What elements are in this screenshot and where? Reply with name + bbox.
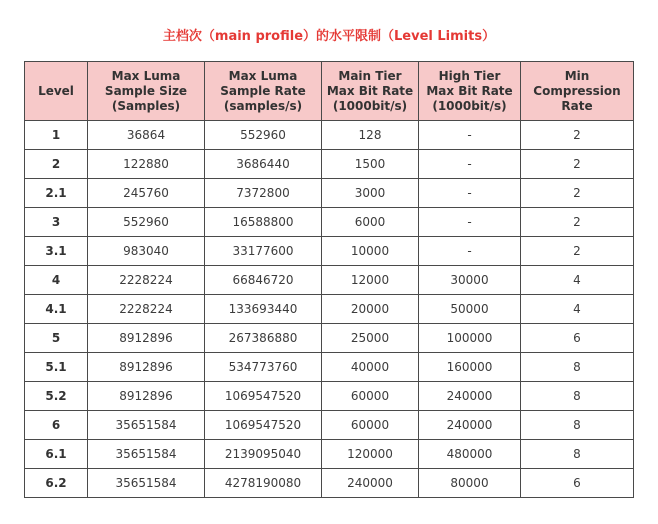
column-header-line: Sample Size xyxy=(104,83,188,98)
cell-high-tier-max-bit-rate: 50000 xyxy=(419,295,521,324)
cell-main-tier-max-bit-rate: 60000 xyxy=(322,411,419,440)
table-body xyxy=(25,121,634,498)
column-header-line: Max Luma xyxy=(111,68,181,83)
cell-min-compression-rate: 8 xyxy=(521,440,634,469)
cell-high-tier-max-bit-rate: 80000 xyxy=(419,469,521,498)
cell-max-luma-sample-size: 36864 xyxy=(88,121,205,150)
cell-level: 6.2 xyxy=(25,469,88,498)
column-header-line: (1000bit/s) xyxy=(332,98,408,113)
cell-level: 6 xyxy=(25,411,88,440)
level-limits-table xyxy=(24,61,634,498)
cell-main-tier-max-bit-rate: 10000 xyxy=(322,237,419,266)
cell-max-luma-sample-size: 35651584 xyxy=(88,440,205,469)
column-header-line: Level xyxy=(38,83,74,98)
cell-high-tier-max-bit-rate: 100000 xyxy=(419,324,521,353)
cell-level: 5.2 xyxy=(25,382,88,411)
cell-max-luma-sample-size: 8912896 xyxy=(88,353,205,382)
cell-max-luma-sample-rate: 4278190080 xyxy=(205,469,322,498)
cell-max-luma-sample-rate: 267386880 xyxy=(205,324,322,353)
column-header-max-luma-sample-rate xyxy=(205,62,322,121)
cell-min-compression-rate: 8 xyxy=(521,353,634,382)
cell-level: 1 xyxy=(25,121,88,150)
cell-main-tier-max-bit-rate: 3000 xyxy=(322,179,419,208)
cell-main-tier-max-bit-rate: 20000 xyxy=(322,295,419,324)
cell-max-luma-sample-rate: 7372800 xyxy=(205,179,322,208)
column-header-line: (samples/s) xyxy=(223,98,303,113)
cell-max-luma-sample-size: 8912896 xyxy=(88,382,205,411)
column-header-line: Main Tier xyxy=(338,68,402,83)
cell-main-tier-max-bit-rate: 60000 xyxy=(322,382,419,411)
cell-min-compression-rate: 2 xyxy=(521,121,634,150)
cell-level: 4 xyxy=(25,266,88,295)
table-row xyxy=(25,440,634,469)
column-header-line: Max Bit Rate xyxy=(426,83,513,98)
table-header xyxy=(25,62,634,121)
page-title: 主档次（main profile）的水平限制（Level Limits） xyxy=(162,29,496,44)
cell-max-luma-sample-size: 35651584 xyxy=(88,411,205,440)
cell-level: 2.1 xyxy=(25,179,88,208)
cell-max-luma-sample-rate: 2139095040 xyxy=(205,440,322,469)
cell-min-compression-rate: 8 xyxy=(521,411,634,440)
column-header-level xyxy=(25,62,88,121)
cell-main-tier-max-bit-rate: 25000 xyxy=(322,324,419,353)
cell-high-tier-max-bit-rate: 240000 xyxy=(419,411,521,440)
table-row xyxy=(25,208,634,237)
cell-high-tier-max-bit-rate: 30000 xyxy=(419,266,521,295)
cell-max-luma-sample-size: 983040 xyxy=(88,237,205,266)
cell-main-tier-max-bit-rate: 40000 xyxy=(322,353,419,382)
table-row xyxy=(25,121,634,150)
column-header-max-luma-sample-size xyxy=(88,62,205,121)
column-header-line: High Tier xyxy=(438,68,501,83)
cell-main-tier-max-bit-rate: 1500 xyxy=(322,150,419,179)
cell-main-tier-max-bit-rate: 120000 xyxy=(322,440,419,469)
column-header-line: Sample Rate xyxy=(220,83,306,98)
cell-level: 3 xyxy=(25,208,88,237)
cell-min-compression-rate: 4 xyxy=(521,295,634,324)
cell-min-compression-rate: 4 xyxy=(521,266,634,295)
cell-main-tier-max-bit-rate: 240000 xyxy=(322,469,419,498)
cell-max-luma-sample-size: 2228224 xyxy=(88,266,205,295)
cell-high-tier-max-bit-rate: 160000 xyxy=(419,353,521,382)
cell-max-luma-sample-size: 35651584 xyxy=(88,469,205,498)
column-header-min-compression-rate xyxy=(521,62,634,121)
cell-max-luma-sample-rate: 552960 xyxy=(205,121,322,150)
column-header-line: Compression xyxy=(533,83,621,98)
cell-level: 6.1 xyxy=(25,440,88,469)
cell-level: 4.1 xyxy=(25,295,88,324)
table-row xyxy=(25,295,634,324)
cell-max-luma-sample-size: 245760 xyxy=(88,179,205,208)
table-row xyxy=(25,411,634,440)
cell-main-tier-max-bit-rate: 128 xyxy=(322,121,419,150)
table-row xyxy=(25,266,634,295)
cell-max-luma-sample-rate: 534773760 xyxy=(205,353,322,382)
column-header-high-tier-max-bit-rate xyxy=(419,62,521,121)
column-header-line: Rate xyxy=(561,98,593,113)
cell-max-luma-sample-rate: 66846720 xyxy=(205,266,322,295)
cell-max-luma-sample-rate: 33177600 xyxy=(205,237,322,266)
column-header-main-tier-max-bit-rate xyxy=(322,62,419,121)
cell-min-compression-rate: 6 xyxy=(521,324,634,353)
table-row xyxy=(25,324,634,353)
table-row xyxy=(25,353,634,382)
table-row xyxy=(25,382,634,411)
column-header-line: (Samples) xyxy=(111,98,181,113)
cell-high-tier-max-bit-rate: - xyxy=(419,208,521,237)
table-row xyxy=(25,179,634,208)
cell-min-compression-rate: 2 xyxy=(521,179,634,208)
column-header-line: (1000bit/s) xyxy=(432,98,507,113)
cell-max-luma-sample-rate: 1069547520 xyxy=(205,411,322,440)
cell-main-tier-max-bit-rate: 12000 xyxy=(322,266,419,295)
column-header-line: Max Bit Rate xyxy=(326,83,414,98)
cell-high-tier-max-bit-rate: 240000 xyxy=(419,382,521,411)
column-header-line: Min xyxy=(564,68,590,83)
table-row xyxy=(25,469,634,498)
cell-level: 3.1 xyxy=(25,237,88,266)
cell-min-compression-rate: 2 xyxy=(521,208,634,237)
cell-min-compression-rate: 2 xyxy=(521,150,634,179)
column-header-line: Max Luma xyxy=(228,68,298,83)
cell-max-luma-sample-rate: 16588800 xyxy=(205,208,322,237)
cell-level: 2 xyxy=(25,150,88,179)
cell-min-compression-rate: 6 xyxy=(521,469,634,498)
cell-high-tier-max-bit-rate: - xyxy=(419,150,521,179)
cell-max-luma-sample-size: 2228224 xyxy=(88,295,205,324)
cell-level: 5.1 xyxy=(25,353,88,382)
cell-max-luma-sample-size: 122880 xyxy=(88,150,205,179)
cell-high-tier-max-bit-rate: - xyxy=(419,121,521,150)
cell-max-luma-sample-rate: 133693440 xyxy=(205,295,322,324)
table-row xyxy=(25,237,634,266)
header-row xyxy=(25,62,634,121)
cell-level: 5 xyxy=(25,324,88,353)
cell-high-tier-max-bit-rate: - xyxy=(419,179,521,208)
cell-high-tier-max-bit-rate: - xyxy=(419,237,521,266)
table-row xyxy=(25,150,634,179)
cell-min-compression-rate: 8 xyxy=(521,382,634,411)
cell-max-luma-sample-size: 552960 xyxy=(88,208,205,237)
cell-max-luma-sample-rate: 1069547520 xyxy=(205,382,322,411)
cell-min-compression-rate: 2 xyxy=(521,237,634,266)
cell-high-tier-max-bit-rate: 480000 xyxy=(419,440,521,469)
cell-main-tier-max-bit-rate: 6000 xyxy=(322,208,419,237)
cell-max-luma-sample-rate: 3686440 xyxy=(205,150,322,179)
cell-max-luma-sample-size: 8912896 xyxy=(88,324,205,353)
